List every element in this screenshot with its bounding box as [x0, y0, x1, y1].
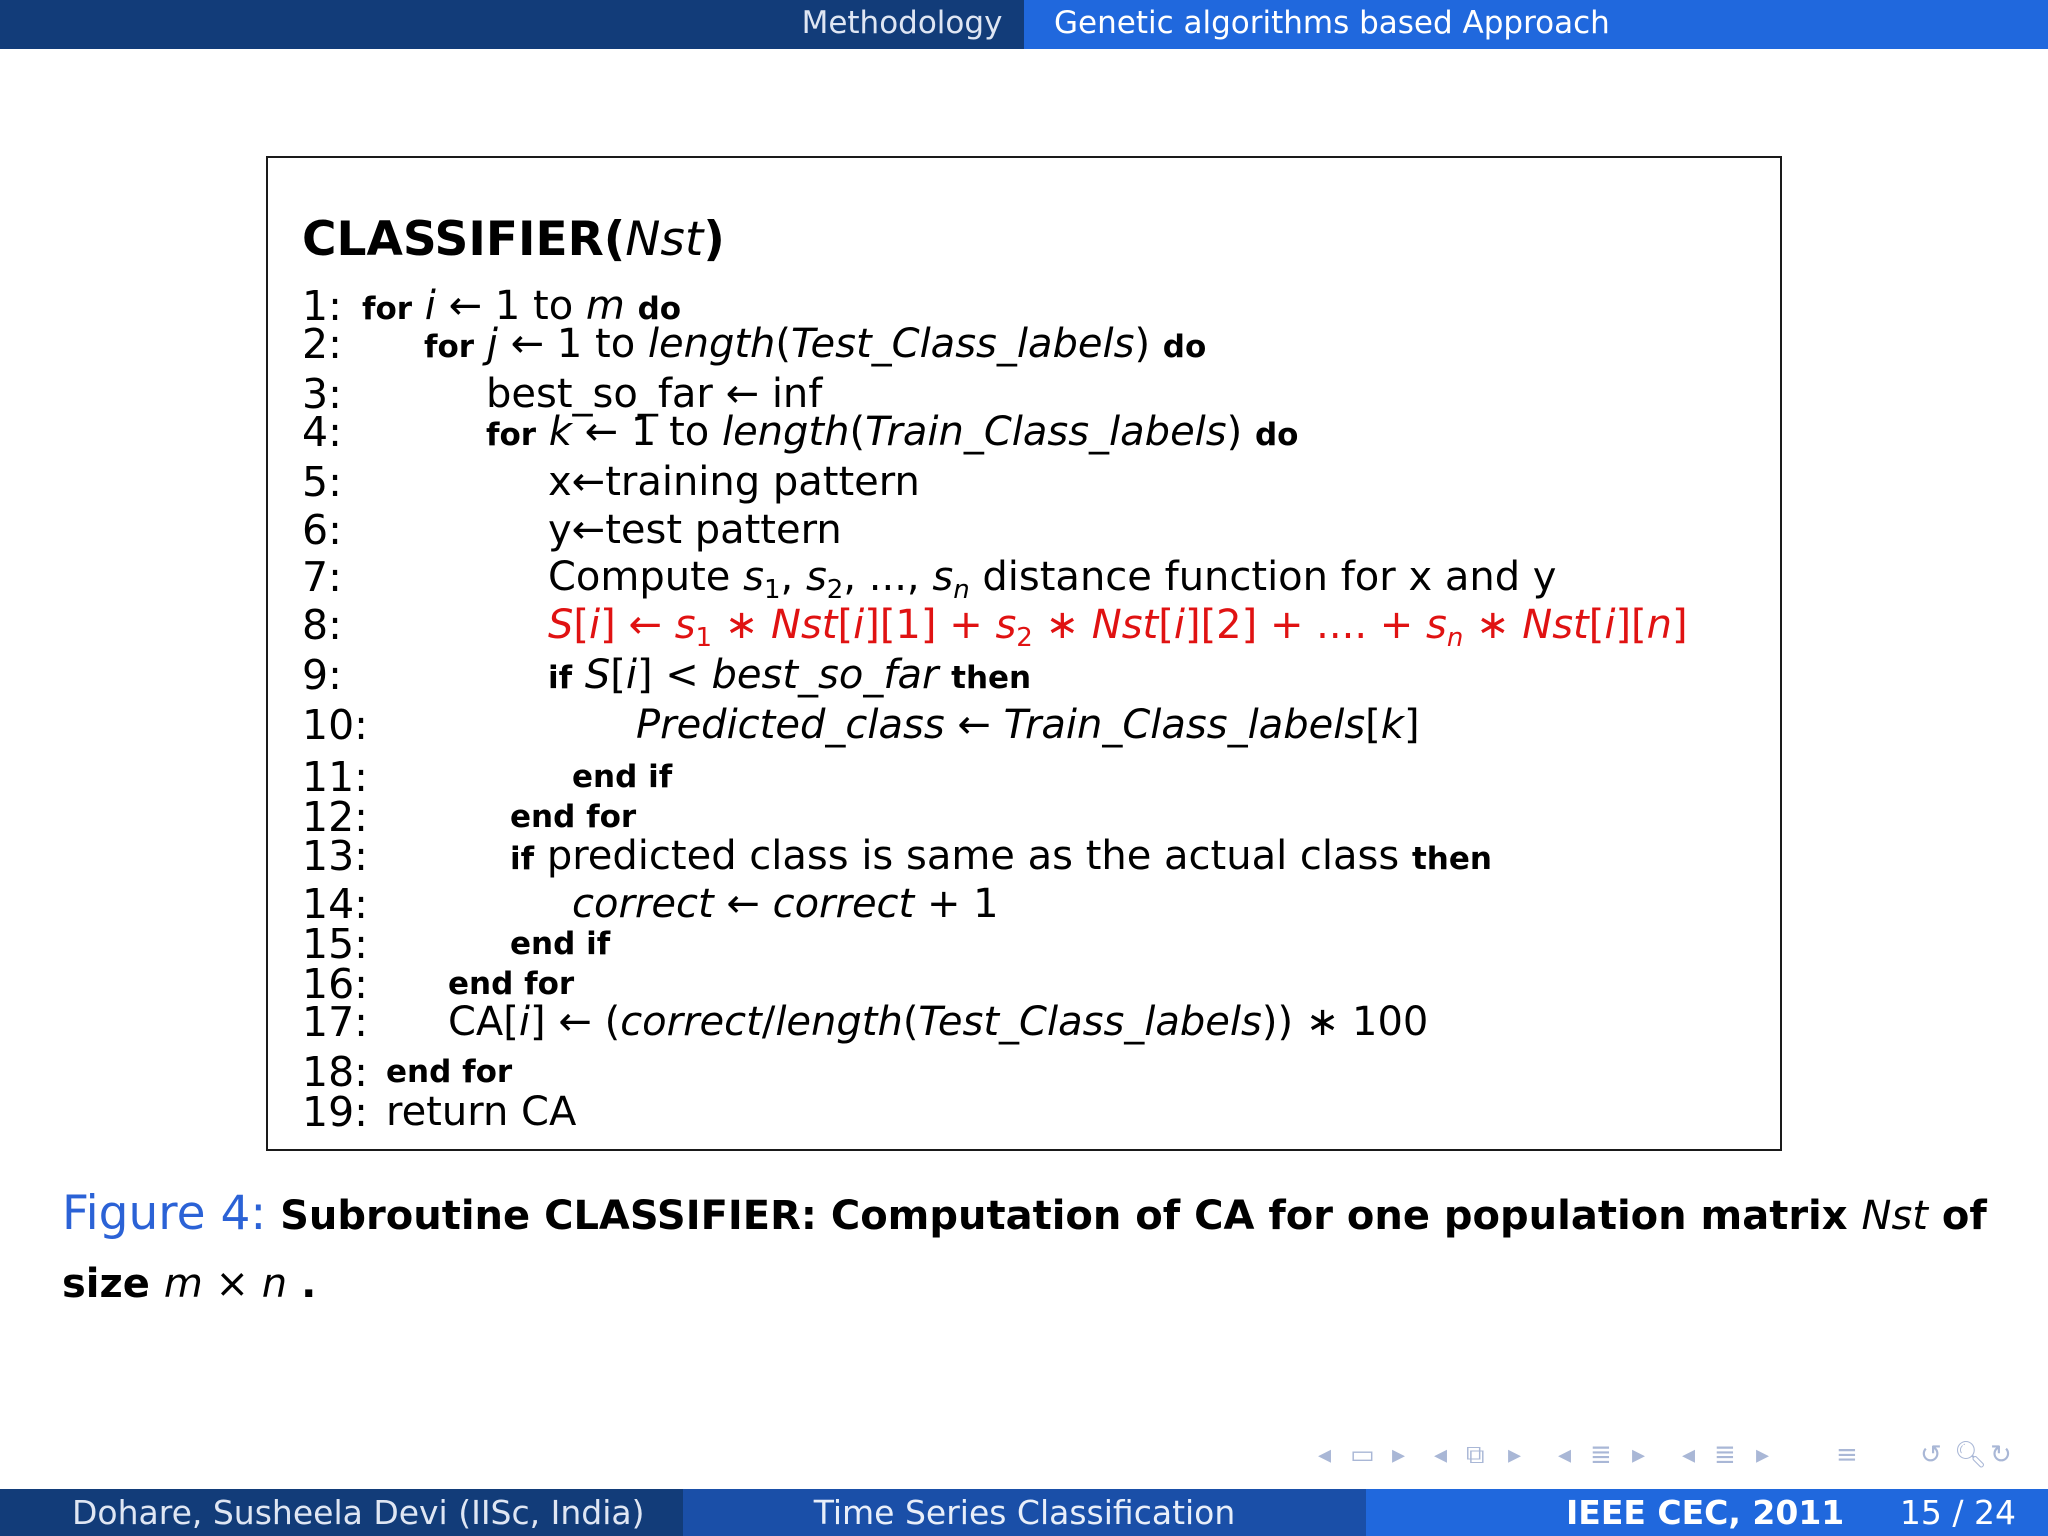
nav-prev-section-icon[interactable]: ◂	[1558, 1440, 1572, 1470]
line-number: 18:	[302, 1048, 368, 1096]
caption-end: .	[301, 1261, 317, 1307]
line-number: 7:	[302, 553, 342, 601]
caption-italic-size: m × n	[163, 1261, 288, 1307]
line-code: end for	[510, 799, 637, 835]
nav-prev-subsection-icon[interactable]: ◂	[1434, 1440, 1448, 1470]
line-code: for j ← 1 to length(Test_Class_labels) do	[424, 321, 1207, 367]
line-number: 6:	[302, 506, 342, 554]
nav-prev-doc-icon[interactable]: ◂	[1682, 1440, 1696, 1470]
line-code: end for	[386, 1054, 513, 1090]
footer-right	[1366, 1489, 2048, 1536]
nav-frame-icon[interactable]: ▭	[1350, 1440, 1375, 1470]
line-number: 17:	[302, 998, 368, 1046]
figure-caption	[62, 1180, 1992, 1318]
nav-next-section-icon[interactable]: ▸	[1632, 1440, 1646, 1470]
line-number: 15:	[302, 920, 368, 968]
line-number: 9:	[302, 651, 342, 699]
figure-label: Figure 4:	[62, 1186, 267, 1241]
nav-back-icon[interactable]: ↺	[1920, 1440, 1942, 1470]
caption-text-b: of size	[62, 1193, 1987, 1307]
algorithm-title: CLASSIFIER(Nst)	[302, 212, 725, 267]
line-code: S[i] ← $s_1$ ∗ $Nst[i][1] + s_2$ ∗ Nst[i][2] + .... + $s_n$ ∗ Nst[i][n]	[548, 602, 1688, 653]
line-number: 16:	[302, 960, 368, 1008]
line-code: correct ← correct + 1	[572, 881, 999, 927]
line-code: Predicted_class ← Train_Class_labels[k]	[636, 702, 1420, 748]
line-code: best_so_far ← inf	[486, 371, 823, 417]
caption-italic-nst: Nst	[1861, 1193, 1928, 1239]
line-number: 5:	[302, 458, 342, 506]
section-methodology[interactable]: Methodology	[801, 5, 1003, 41]
line-number: 3:	[302, 370, 342, 418]
nav-align-icon[interactable]: ≡	[1836, 1440, 1858, 1470]
line-code: for k ← 1 to length(Train_Class_labels) do	[486, 409, 1299, 455]
line-code: x←training pattern	[548, 459, 920, 505]
line-number: 13:	[302, 832, 368, 880]
line-number: 8:	[302, 601, 342, 649]
nav-forward-icon[interactable]: ↻	[1990, 1440, 2012, 1470]
footer-conference: IEEE CEC, 2011	[1566, 1493, 1845, 1532]
line-number: 4:	[302, 408, 342, 456]
line-code: end if	[510, 926, 611, 962]
line-code: end for	[448, 966, 575, 1002]
beamer-navigation	[1310, 1440, 2030, 1474]
line-code: if S[i] < best_so_far then	[548, 652, 1032, 698]
line-number: 19:	[302, 1088, 368, 1136]
footer-authors: Dohare, Susheela Devi (IISc, India)	[0, 1489, 683, 1536]
line-number: 10:	[302, 701, 368, 749]
line-number: 2:	[302, 320, 342, 368]
nav-subsection-icon[interactable]: ⧉	[1466, 1440, 1485, 1470]
line-code: Compute $s_1$, $s_2$, ..., $s_n$ distance function for x and y	[548, 554, 1557, 605]
line-code: for i ← 1 to m do	[362, 283, 682, 329]
footer-talk-title: Time Series Classification	[683, 1489, 1366, 1536]
line-code: CA[i] ← (correct/length(Test_Class_labels)) ∗ 100	[448, 999, 1429, 1045]
footer-bar	[0, 1489, 2048, 1536]
nav-next-frame-icon[interactable]: ▸	[1392, 1440, 1406, 1470]
line-code: return CA	[386, 1089, 577, 1135]
nav-section-icon[interactable]: ≣	[1590, 1440, 1612, 1470]
line-number: 11:	[302, 753, 368, 801]
line-code: y←test pattern	[548, 507, 842, 553]
nav-doc-icon[interactable]: ≣	[1714, 1440, 1736, 1470]
header-bar	[0, 0, 2048, 49]
nav-next-subsection-icon[interactable]: ▸	[1508, 1440, 1522, 1470]
line-code: if predicted class is same as the actual class then	[510, 833, 1492, 879]
line-number: 12:	[302, 793, 368, 841]
section-genetic-algorithms[interactable]: Genetic algorithms based Approach	[1024, 0, 2048, 49]
nav-search-icon[interactable]: 🔍︎	[1954, 1440, 1988, 1470]
caption-text: Subroutine CLASSIFIER: Computation of CA for one population matrix	[280, 1193, 1848, 1239]
footer-page-number: 15 / 24	[1899, 1493, 2016, 1532]
nav-next-doc-icon[interactable]: ▸	[1756, 1440, 1770, 1470]
nav-prev-frame-icon[interactable]: ◂	[1318, 1440, 1332, 1470]
line-number: 1:	[302, 282, 342, 330]
line-number: 14:	[302, 880, 368, 928]
line-code: end if	[572, 759, 673, 795]
